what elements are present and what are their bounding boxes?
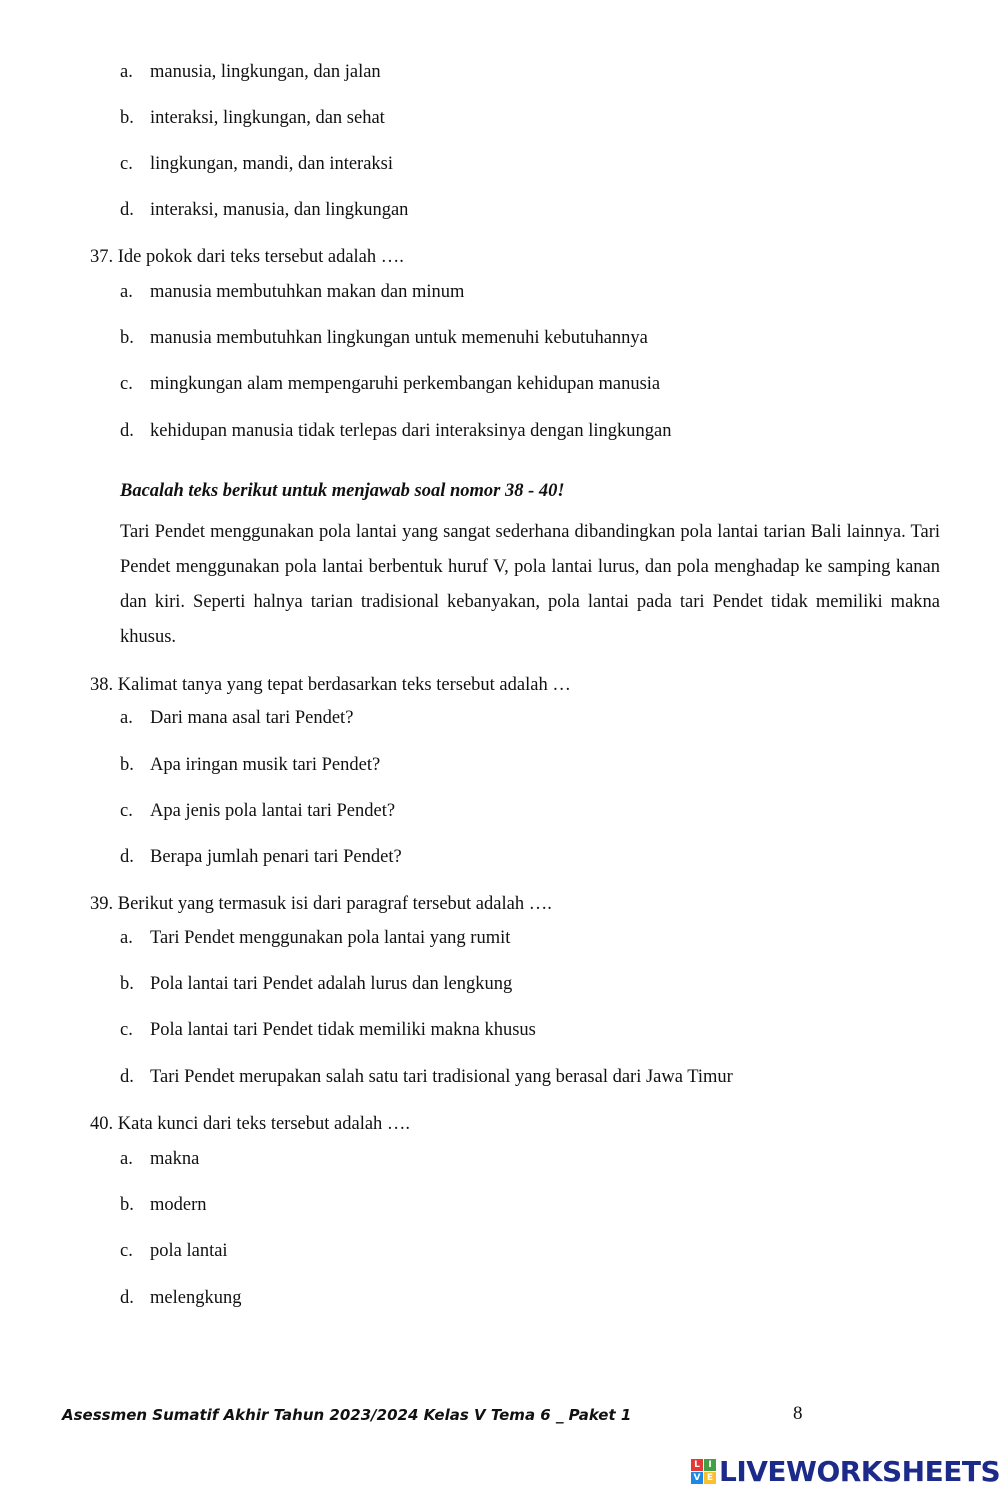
page-number: 8 xyxy=(793,1403,803,1424)
q37-option-c: c. mingkungan alam mempengaruhi perkembangan kehidupan manusia xyxy=(120,374,661,394)
footer-title: Asessmen Sumatif Akhir Tahun 2023/2024 Kelas V Tema 6 _ Paket 1 xyxy=(62,1406,632,1424)
q37-option-a: a. manusia membutuhkan makan dan minum xyxy=(120,282,465,302)
q38-option-c: c. Apa jenis pola lantai tari Pendet? xyxy=(120,801,396,821)
reading-instruction: Bacalah teks berikut untuk menjawab soal nomor 38 - 40! xyxy=(120,481,565,501)
q39-option-c: c. Pola lantai tari Pendet tidak memiliki makna khusus xyxy=(120,1020,536,1040)
q37-option-d: d. kehidupan manusia tidak terlepas dari interaksinya dengan lingkungan xyxy=(120,421,672,441)
question-39-stem: 39. Berikut yang termasuk isi dari paragraf tersebut adalah …. xyxy=(90,894,552,914)
logo-grid-icon xyxy=(691,1459,716,1484)
q40-option-c: c. pola lantai xyxy=(120,1241,228,1261)
q38-option-d: d. Berapa jumlah penari tari Pendet? xyxy=(120,847,402,867)
q38-option-b: b. Apa iringan musik tari Pendet? xyxy=(120,755,381,775)
q40-option-d: d. melengkung xyxy=(120,1288,242,1308)
logo-cell-v: V xyxy=(691,1472,703,1484)
logo-cell-e: E xyxy=(704,1472,716,1484)
question-38-stem: 38. Kalimat tanya yang tepat berdasarkan teks tersebut adalah … xyxy=(90,675,571,695)
q40-option-b: b. modern xyxy=(120,1195,207,1215)
q39-option-d: d. Tari Pendet merupakan salah satu tari tradisional yang berasal dari Jawa Timur xyxy=(120,1067,733,1087)
prev-option-b: b. interaksi, lingkungan, dan sehat xyxy=(120,108,385,128)
q38-option-a: a. Dari mana asal tari Pendet? xyxy=(120,708,354,728)
q40-option-a: a. makna xyxy=(120,1149,200,1169)
question-37-stem: 37. Ide pokok dari teks tersebut adalah …. xyxy=(90,247,404,267)
logo-cell-l: L xyxy=(691,1459,703,1471)
liveworksheets-logo xyxy=(691,1455,1000,1488)
prev-option-d: d. interaksi, manusia, dan lingkungan xyxy=(120,200,409,220)
question-40-stem: 40. Kata kunci dari teks tersebut adalah …. xyxy=(90,1114,411,1134)
prev-option-c: c. lingkungan, mandi, dan interaksi xyxy=(120,154,394,174)
logo-cell-i: I xyxy=(704,1459,716,1471)
q37-option-b: b. manusia membutuhkan lingkungan untuk memenuhi kebutuhannya xyxy=(120,328,648,348)
logo-text: LIVEWORKSHEETS xyxy=(719,1455,1000,1488)
q39-option-a: a. Tari Pendet menggunakan pola lantai yang rumit xyxy=(120,928,511,948)
reading-paragraph: Tari Pendet menggunakan pola lantai yang sangat sederhana dibandingkan pola lantai tarian Bali lainnya. Tari Pendet menggunakan pola lantai berbentuk huruf V, pola lantai lurus, dan pola menghadap ke samping kanan dan kiri. Seperti halnya tarian tradisional kebanyakan, pola lantai pada tari Pendet tidak memiliki makna khusus. xyxy=(120,522,940,647)
prev-option-a: a. manusia, lingkungan, dan jalan xyxy=(120,62,381,82)
q39-option-b: b. Pola lantai tari Pendet adalah lurus dan lengkung xyxy=(120,974,513,994)
